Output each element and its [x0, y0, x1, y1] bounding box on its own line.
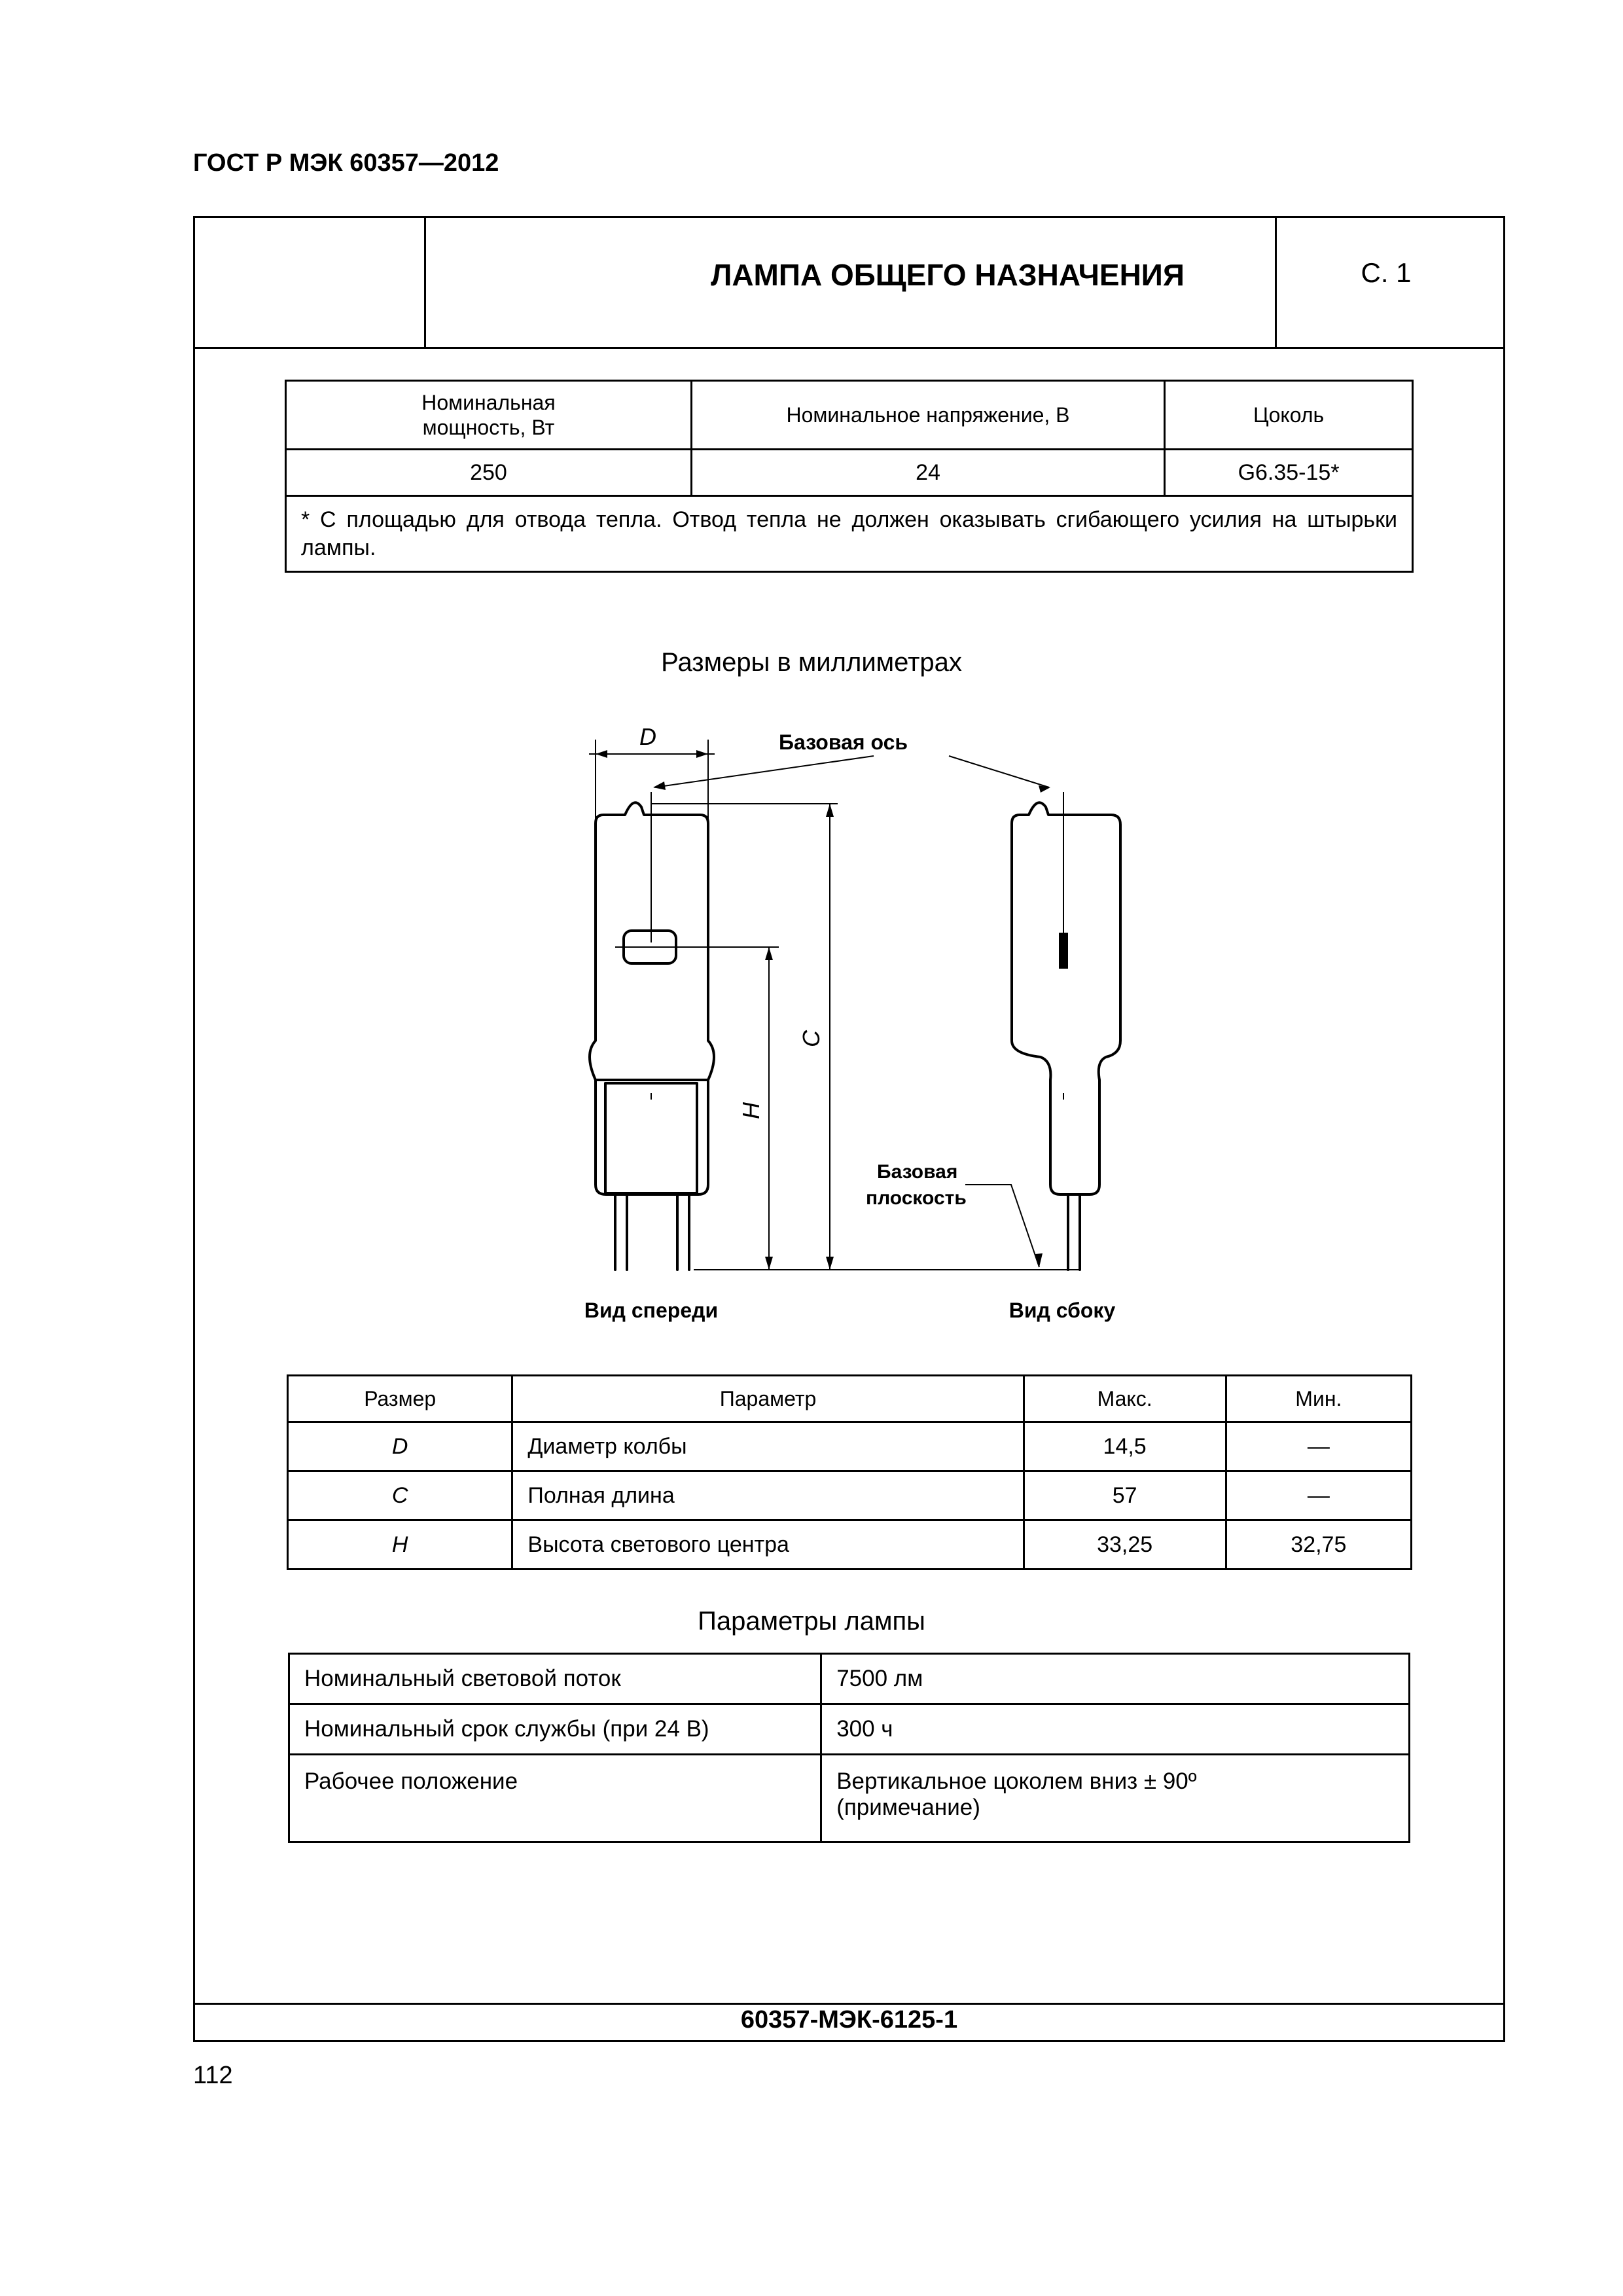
cell-max: 14,5	[1024, 1422, 1226, 1471]
side-pins	[1068, 1194, 1080, 1270]
side-bulb-outline	[1012, 802, 1120, 1194]
param-name: Номинальный срок службы (при 24 В)	[289, 1704, 821, 1755]
param-value: 300 ч	[821, 1704, 1410, 1755]
lamp-drawing	[563, 726, 1152, 1342]
label-base-plane-2: плоскость	[866, 1187, 967, 1209]
side-filament	[1059, 933, 1068, 969]
header-voltage: Номинальное напряжение, В	[691, 381, 1164, 450]
cell-parameter: Диаметр колбы	[512, 1422, 1024, 1471]
arrow-h-top	[765, 947, 773, 960]
header-max: Макс.	[1024, 1376, 1226, 1422]
cell-size: C	[288, 1471, 512, 1520]
table-row	[286, 450, 1413, 496]
arrow-axis-left	[653, 781, 666, 790]
params-table	[288, 1653, 1410, 1843]
label-h: H	[738, 1102, 764, 1119]
arrow-d-left	[596, 750, 607, 758]
table-row	[289, 1755, 1410, 1842]
base-note: * С площадью для отвода тепла. Отвод тепла не должен оказывать сгибающего усилия на штырьки лампы.	[286, 496, 1413, 572]
cell-size: H	[288, 1520, 512, 1570]
header-power: Номинальная мощность, Вт	[286, 381, 692, 450]
cell-min: 32,75	[1226, 1520, 1411, 1570]
front-pin-left	[615, 1194, 627, 1270]
base-plane-leader	[965, 1185, 1039, 1267]
table-row	[289, 1704, 1410, 1755]
table-note-row	[286, 496, 1413, 572]
label-d: D	[639, 726, 656, 750]
label-front-view: Вид спереди	[584, 1299, 719, 1322]
arrow-c-bottom	[826, 1257, 834, 1270]
base-axis-leader	[654, 756, 1049, 787]
arrow-axis-right	[1039, 785, 1050, 793]
header-parameter: Параметр	[512, 1376, 1024, 1422]
label-c: C	[798, 1030, 825, 1047]
ratings-table	[285, 380, 1414, 573]
cell-max: 33,25	[1024, 1520, 1226, 1570]
sheet-title: ЛАМПА ОБЩЕГО НАЗНАЧЕНИЯ	[711, 258, 1185, 292]
dimensions-table	[287, 1374, 1412, 1570]
cell-max: 57	[1024, 1471, 1226, 1520]
param-value: Вертикальное цоколем вниз ± 90º (примечание)	[821, 1755, 1410, 1842]
table-header-row	[288, 1376, 1412, 1422]
arrow-d-right	[696, 750, 708, 758]
value-base: G6.35-15*	[1165, 450, 1413, 496]
cell-parameter: Полная длина	[512, 1471, 1024, 1520]
cell-parameter: Высота светового центра	[512, 1520, 1024, 1570]
footer-code: 60357-МЭК-6125-1	[740, 2006, 958, 2034]
table-row	[289, 1654, 1410, 1704]
document-code: ГОСТ Р МЭК 60357—2012	[193, 149, 499, 177]
arrow-h-bottom	[765, 1257, 773, 1270]
sheet-page-label: С. 1	[1361, 257, 1412, 288]
param-name: Номинальный световой поток	[289, 1654, 821, 1704]
cell-min: —	[1226, 1471, 1411, 1520]
label-side-view: Вид сбоку	[1008, 1299, 1116, 1322]
front-base-box	[605, 1083, 697, 1193]
label-base-axis: Базовая ось	[779, 730, 908, 754]
table-row	[288, 1520, 1412, 1570]
cell-size: D	[288, 1422, 512, 1471]
table-row	[288, 1422, 1412, 1471]
footer-top-rule	[195, 2003, 1503, 2005]
header-min: Мин.	[1226, 1376, 1411, 1422]
header-bottom-rule	[195, 347, 1503, 349]
cell-min: —	[1226, 1422, 1411, 1471]
front-pin-right	[677, 1194, 689, 1270]
table-header-row	[286, 381, 1413, 450]
page-number: 112	[193, 2062, 233, 2089]
value-power: 250	[286, 450, 692, 496]
value-voltage: 24	[691, 450, 1164, 496]
arrow-c-top	[826, 804, 834, 817]
header-size: Размер	[288, 1376, 512, 1422]
label-base-plane-1: Базовая	[877, 1161, 958, 1183]
param-value: 7500 лм	[821, 1654, 1410, 1704]
param-name: Рабочее положение	[289, 1755, 821, 1842]
header-base: Цоколь	[1165, 381, 1413, 450]
dimensions-caption: Размеры в миллиметрах	[661, 648, 962, 677]
params-caption: Параметры лампы	[698, 1607, 925, 1636]
table-row	[288, 1471, 1412, 1520]
